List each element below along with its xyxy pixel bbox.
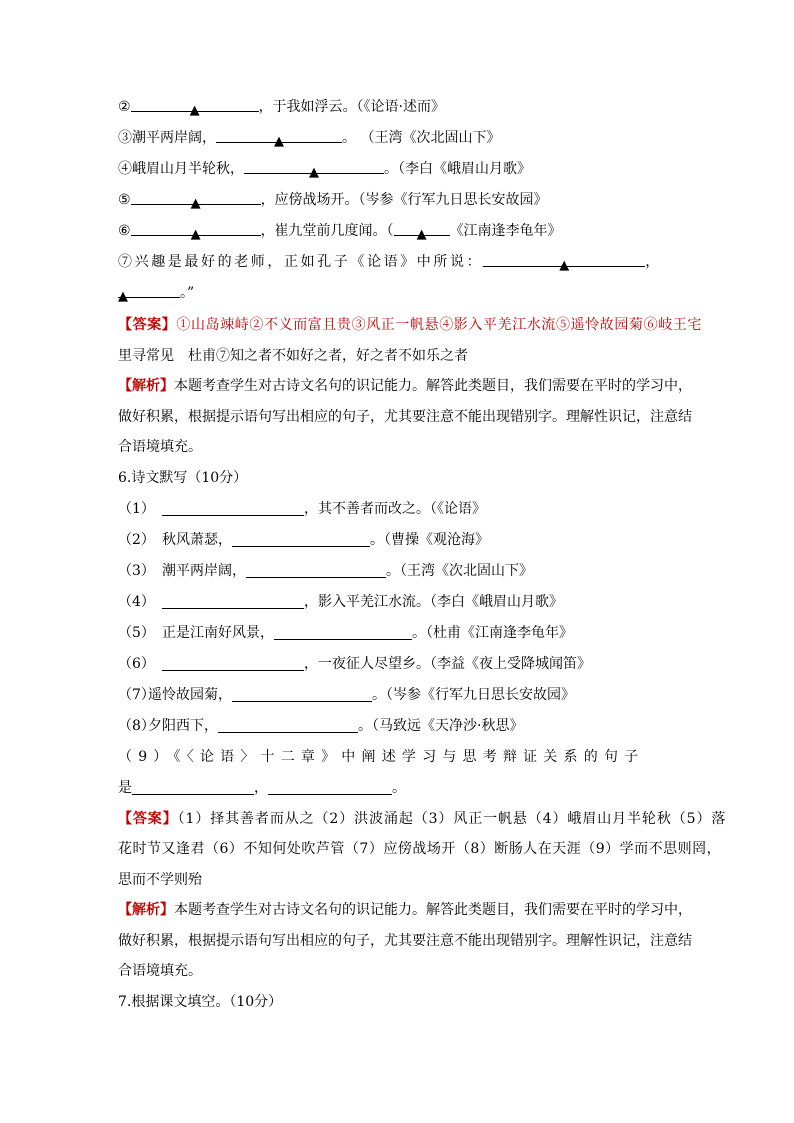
item-text: 。” — [180, 285, 195, 301]
answer-blank[interactable] — [483, 250, 645, 273]
item-text: 《江南逢李龟年》 — [449, 223, 562, 239]
item-text: ，其不善者而改之。（《论语》 — [304, 500, 486, 517]
answer-blank[interactable] — [246, 561, 386, 578]
analysis-text: 本题考查学生对古诗文名句的识记能力。解答此类题目，我们需要在平时的学习中， — [174, 902, 692, 918]
answer-text: （1）择其善者而从之（2）洪波涌起（3）风正一帆悬（4）峨眉山月半轮秋（5）落 — [177, 810, 727, 827]
analysis-text: 做好积累，根据提示语句写出相应的句子，尤其要注意不能出现错别字。理解性识记，注意结 — [118, 932, 692, 949]
item-number: ④ — [118, 161, 132, 177]
item-number: ⑤ — [118, 192, 131, 208]
q5-item-7 — [118, 247, 678, 278]
triangle-marker: ▲ — [309, 165, 319, 180]
answer-blank[interactable] — [268, 778, 392, 795]
item-text: 。（岑参《行军九日思长安故园》 — [372, 686, 575, 703]
analysis-text: 合语境填充。 — [118, 439, 202, 455]
item-text: 。（马致远《天净沙·秋思》 — [358, 717, 524, 734]
analysis-tag: 【解析】 — [118, 378, 174, 394]
q5-item-4 — [118, 154, 678, 185]
item-text: 。（杜甫《江南逢李龟年》 — [412, 624, 573, 641]
answer-text: ①山岛竦峙②不义而富且贵③风正一帆悬④影入平羌江水流⑤遥怜故园菊⑥岐王宅 — [176, 317, 703, 333]
item-text: ⑦兴趣是最好的老师，正如孔子《论语》中所说： — [118, 254, 484, 270]
item-text: ，影入平羌江水流。（李白《峨眉山月歌》 — [304, 593, 563, 610]
item-number: （4） — [118, 593, 155, 610]
answer-tag: 【答案】 — [118, 810, 178, 827]
item-text: ，于我如浮云。（《论语·述而》 — [258, 99, 446, 115]
answer-blank[interactable] — [162, 592, 304, 609]
item-text: ， — [645, 254, 662, 270]
item-prefix: 秋风萧瑟， — [162, 531, 232, 548]
answer-blank[interactable] — [132, 778, 254, 795]
q6-item-7 — [118, 680, 678, 711]
item-prefix: 潮平两岸阔， — [162, 562, 246, 579]
item-text: ， — [254, 779, 268, 796]
item-text: 。 — [392, 779, 406, 796]
item-prefix: 峨眉山月半轮秋， — [132, 161, 244, 177]
q6-item-9-cont — [118, 773, 678, 804]
q6-item-8 — [118, 711, 678, 742]
item-text: ，崔九堂前几度闻。（ — [260, 223, 394, 239]
q6-analysis — [118, 895, 692, 987]
answer-blank[interactable] — [232, 685, 372, 702]
triangle-marker: ▲ — [190, 196, 201, 211]
document-page — [118, 92, 727, 1018]
item-number: （6） — [118, 655, 155, 672]
triangle-marker: ▲ — [118, 289, 128, 304]
q6-answer — [118, 804, 727, 896]
item-text: ，一夜征人尽望乡。（李益《夜上受降城闻笛》 — [304, 655, 591, 672]
q6-item-6 — [118, 649, 678, 680]
answer-text: 里寻常见 杜甫⑦知之者不如好之者，好之者不如乐之者 — [118, 347, 468, 364]
item-number: （7） — [118, 686, 155, 703]
q5-answer — [118, 310, 703, 371]
answer-blank[interactable] — [162, 499, 304, 516]
analysis-tag: 【解析】 — [118, 902, 174, 918]
item-number: （2） — [118, 531, 155, 548]
q6-title: 6.诗文默写（10分） — [118, 469, 248, 486]
q5-item-5 — [118, 185, 678, 216]
q7-title: 7.根据课文填空。（10分） — [118, 993, 283, 1010]
answer-blank[interactable] — [118, 281, 180, 304]
triangle-marker: ▲ — [190, 227, 201, 242]
item-number: （8） — [118, 717, 155, 734]
answer-blank[interactable] — [216, 126, 342, 149]
q6-item-5 — [118, 618, 678, 649]
item-prefix: 潮平两岸阔， — [132, 130, 216, 146]
triangle-marker: ▲ — [559, 258, 570, 273]
q6-item-9 — [118, 742, 678, 773]
answer-blank[interactable] — [244, 157, 384, 180]
analysis-text: 做好积累，根据提示语句写出相应的句子，尤其要注意不能出现错别字。理解性识记，注意结 — [118, 408, 692, 425]
item-number: （5） — [118, 624, 155, 641]
answer-blank[interactable] — [162, 654, 304, 671]
q5-analysis — [118, 371, 692, 463]
answer-text: 花时节又逢君（6）不知何处吹芦管（7）应傍战场开（8）断肠人在天涯（9）学而不思则罔， — [118, 841, 722, 857]
answer-text: 思而不学则殆 — [118, 871, 202, 888]
q6-item-2 — [118, 525, 678, 556]
q5-item-3 — [118, 123, 678, 154]
answer-tag: 【答案】 — [118, 317, 177, 333]
item-prefix: 遥怜故园菊， — [148, 686, 232, 703]
item-number: ② — [118, 99, 131, 115]
item-number: ③ — [118, 130, 132, 146]
analysis-text: 合语境填充。 — [118, 963, 202, 979]
item-text: 。（王湾《次北固山下》 — [386, 562, 533, 579]
item-text: 。（曹操《观沧海》 — [370, 531, 489, 548]
item-text: 。 （王湾《次北固山下》 — [342, 130, 501, 146]
triangle-marker: ▲ — [274, 134, 284, 149]
q6-item-4 — [118, 587, 678, 618]
analysis-text: 本题考查学生对古诗文名句的识记能力。解答此类题目，我们需要在平时的学习中， — [174, 378, 692, 394]
answer-blank[interactable] — [131, 188, 261, 211]
triangle-marker: ▲ — [416, 227, 427, 242]
item-text: 。（李白《峨眉山月歌》 — [384, 161, 531, 177]
triangle-marker: ▲ — [189, 103, 200, 118]
q5-item-7-cont — [118, 278, 678, 309]
answer-blank[interactable] — [394, 219, 450, 242]
item-prefix: 夕阳西下， — [148, 717, 218, 734]
item-prefix: 是 — [118, 779, 132, 796]
q5-item-6 — [118, 216, 678, 247]
item-prefix: 正是江南好风景， — [162, 624, 274, 641]
answer-blank[interactable] — [274, 623, 412, 640]
answer-blank[interactable] — [218, 716, 358, 733]
answer-blank[interactable] — [232, 530, 370, 547]
q6-item-3 — [118, 556, 678, 587]
answer-blank[interactable] — [131, 95, 259, 118]
item-text: （9）《〈论语〉十二章》中阐述学习与思考辩证关系的句子 — [118, 748, 645, 765]
item-text: ，应傍战场开。（岑参《行军九日思长安故园》 — [260, 192, 548, 208]
answer-blank[interactable] — [131, 219, 261, 242]
q5-item-2 — [118, 92, 678, 123]
q6-item-1 — [118, 494, 678, 525]
item-number: （3） — [118, 562, 155, 579]
item-number: ⑥ — [118, 223, 131, 239]
item-number: （1） — [118, 500, 155, 517]
